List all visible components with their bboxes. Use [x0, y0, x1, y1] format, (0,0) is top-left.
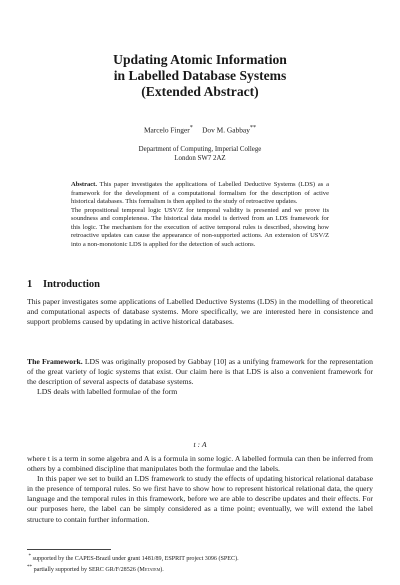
intro-paragraph-1 — [27, 297, 373, 327]
footnote-1 — [27, 552, 373, 563]
abstract — [71, 181, 329, 249]
footnotes — [27, 552, 373, 574]
display-formula: t : A — [193, 440, 207, 449]
framework-label: The Framework. — [27, 357, 83, 366]
author-name: Marcelo Finger — [143, 125, 190, 135]
paragraph-text: In this paper we set to build an LDS framework to study the effects of updating historical relational database in the presence of temporal rules. So we first have to show how to represent historical relational data, the query language and the temporal rules in this framework, before we are able to describe updates and their effects. For our purposes here, the label can be simply considered as a time point; eventually, we will extend the label structure to contain further information. — [27, 474, 373, 524]
footnote-text: ). — [160, 567, 164, 574]
labelled-formulae-paragraph: LDS deals with labelled formulae of the form — [37, 387, 178, 397]
affiliation-line: London SW7 2AZ — [174, 154, 226, 162]
abstract-paragraph-1 — [71, 181, 329, 207]
author-footnote-mark: ** — [249, 125, 257, 131]
author-footnote-mark: * — [189, 125, 193, 131]
affiliation — [0, 146, 400, 164]
paragraph-text: LDS was originally proposed by Gabbay [10] as a unifying framework for the representation of the great variety of logic systems that exist. Our claim here is that LDS is also a convenient framework for the description of several aspects of database systems. — [27, 357, 373, 387]
footnote-mark: ** — [27, 564, 33, 571]
project-name: Metatem — [139, 567, 161, 574]
title-line-2: in Labelled Database Systems — [113, 68, 287, 83]
intro-continuation — [27, 454, 373, 525]
abstract-paragraph-2: The propositional temporal logic USV/Z for temporal validity is presented and we prove its soundness and completeness. The historical data model is derived from an LDS framework for this logic. The mechanism for the execution of active temporal rules is described, showing how retroactive updates can cause the appearance of non-supported actions. An extension of USV/Z into a non-monotonic LDS is applied for the detection of such actions. — [71, 206, 329, 248]
footnote-text: supported by the CAPES-Brazil under grant 1481/89, ESPRIT project 3096 (SPEC). — [32, 556, 239, 563]
abstract-text: This paper investigates the applications of Labelled Deductive Systems (LDS) as a framework for the development of a computational formalism for the description of active historical databases. This formalism is then applied to the study of retroactive updates. — [71, 181, 329, 205]
framework-block — [27, 357, 373, 397]
footnote-mark: * — [28, 553, 32, 559]
affiliation-line: Department of Computing, Imperial College — [138, 146, 262, 153]
paper-title — [0, 52, 400, 100]
section-heading — [27, 279, 100, 291]
title-line-3: (Extended Abstract) — [141, 84, 259, 99]
author-list — [0, 124, 400, 134]
paragraph-text: where t is a term in some algebra and A is a formula in some logic. A labelled formula can then be inferred from others by a combined discipline that manipulates both the formulae and the labels. — [27, 454, 373, 474]
footnote-text: partially supported by SERC GR/F/28526 ( — [33, 567, 140, 574]
footnote-rule — [27, 549, 111, 550]
paragraph-text: This paper investigates some applications of Labelled Deductive Systems (LDS) in the modelling of theoretical and computational aspects of database systems. More specifically, we are interested here in consistence and support problems caused by updating in active historical databases. — [27, 297, 373, 327]
author-name: Dov M. Gabbay — [202, 125, 250, 135]
section-number: 1 — [27, 279, 33, 290]
abstract-label: Abstract. — [71, 181, 97, 188]
title-line-1: Updating Atomic Information — [113, 52, 287, 67]
section-title: Introduction — [43, 279, 100, 290]
footnote-2 — [27, 563, 373, 574]
framework-paragraph — [27, 357, 373, 387]
